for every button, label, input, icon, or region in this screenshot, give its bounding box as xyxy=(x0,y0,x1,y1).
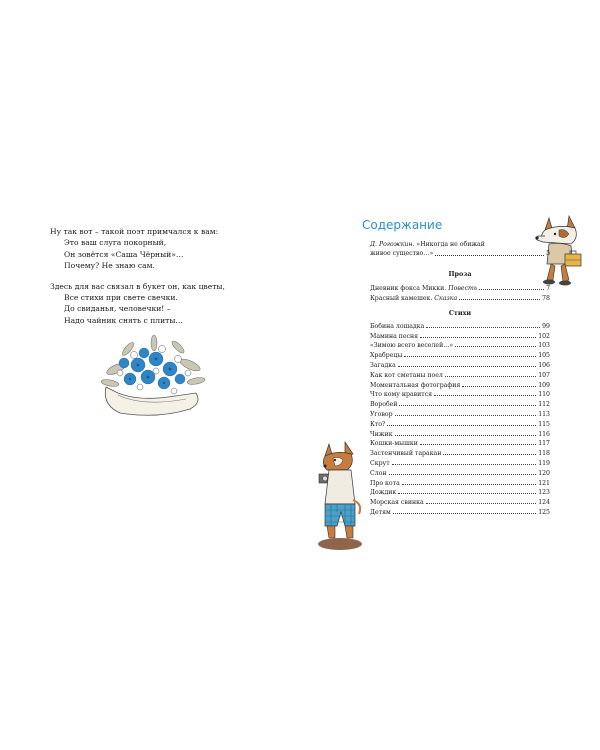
entry-page: 121 xyxy=(538,479,550,487)
toc-entry[interactable] xyxy=(370,379,550,389)
toc-list-prose xyxy=(370,282,550,302)
toc-entry[interactable] xyxy=(370,477,550,487)
toc-entry[interactable] xyxy=(370,496,550,506)
toc-entry[interactable] xyxy=(370,438,550,448)
poem-line: Это ваш слуга покорный, xyxy=(64,238,167,248)
entry-title: Загадка xyxy=(370,361,396,369)
entry-page: 116 xyxy=(538,430,550,438)
toc-entry[interactable] xyxy=(370,457,550,467)
entry-title: Скрут xyxy=(370,459,390,467)
toc-entry[interactable] xyxy=(370,408,550,418)
toc-entry[interactable] xyxy=(370,369,550,379)
entry-page: 120 xyxy=(538,469,550,477)
entry-title: Дождик xyxy=(370,489,397,497)
flower-bouquet-icon xyxy=(98,335,208,420)
entry-page: 125 xyxy=(538,508,550,516)
entry-title: Как кот сметаны поел xyxy=(370,371,443,379)
entry-title: Про кота xyxy=(370,479,400,487)
entry-title: Красный камешек. xyxy=(370,294,433,302)
intro-title-line1: «Никогда не обижай xyxy=(416,241,485,248)
intro-page: 5 xyxy=(546,250,550,257)
entry-title: Слон xyxy=(370,469,387,477)
toc-entry[interactable] xyxy=(370,340,550,350)
entry-title: Что кому нравится xyxy=(370,391,433,399)
toc-list-poems xyxy=(370,320,550,516)
entry-title: Моментальная фотография xyxy=(370,381,461,389)
entry-page: 119 xyxy=(538,459,550,467)
toc-intro-entry xyxy=(370,240,550,258)
entry-title: Дневник фокса Микки. xyxy=(370,284,447,292)
entry-page: 109 xyxy=(538,381,550,389)
toc-entry[interactable] xyxy=(370,506,550,516)
entry-page: 99 xyxy=(542,322,550,330)
toc-entry[interactable] xyxy=(370,428,550,438)
entry-title: «Зимою всего веселей…» xyxy=(370,342,454,350)
entry-title: Бобина лошадка xyxy=(370,322,425,330)
entry-page: 117 xyxy=(538,440,550,448)
toc-entry[interactable] xyxy=(370,349,550,359)
page-title: Содержание xyxy=(362,218,443,232)
entry-title: Морская свинка xyxy=(370,499,424,507)
entry-page: 118 xyxy=(538,450,550,458)
poem-line: До свиданья, человечки! – xyxy=(64,304,171,314)
toc-entry[interactable] xyxy=(370,487,550,497)
right-page xyxy=(300,0,600,750)
entry-page: 113 xyxy=(538,410,550,418)
toc-entry[interactable] xyxy=(370,447,550,457)
entry-title: Храбрецы xyxy=(370,352,403,360)
entry-page: 110 xyxy=(538,391,550,399)
entry-page: 107 xyxy=(538,371,550,379)
entry-title: Воробей xyxy=(370,401,398,409)
toc-entry[interactable] xyxy=(370,398,550,408)
toc-entry[interactable] xyxy=(370,389,550,399)
entry-title: Чижик xyxy=(370,430,393,438)
toc-entry[interactable] xyxy=(370,330,550,340)
entry-title: Мамина песня xyxy=(370,332,419,340)
section-heading-prose: Проза xyxy=(448,270,472,278)
toc-entry[interactable] xyxy=(370,282,550,292)
poem-line: Здесь для вас связал в букет он, как цветы, xyxy=(50,281,225,291)
entry-title: Кошки-мышки xyxy=(370,440,418,448)
intro-title-line2: живое существо…» xyxy=(370,250,434,257)
entry-page: 106 xyxy=(538,361,550,369)
poem-line: Надо чайник снять с плиты… xyxy=(64,315,184,325)
entry-page: 103 xyxy=(538,342,550,350)
entry-title: Кто? xyxy=(370,420,386,428)
entry-page: 124 xyxy=(538,499,550,507)
entry-genre: Повесть xyxy=(448,284,478,292)
toc-entry[interactable] xyxy=(370,467,550,477)
poem-line: Почему? Не знаю сам. xyxy=(64,261,155,271)
entry-title: Детям xyxy=(370,508,391,516)
entry-page: 112 xyxy=(538,401,550,409)
entry-page: 105 xyxy=(538,352,550,360)
toc-entry[interactable] xyxy=(370,359,550,369)
poem-line: Он зовётся «Саша Чёрный»… xyxy=(64,249,184,259)
toc-entry[interactable] xyxy=(370,418,550,428)
poem-line: Все стихи при свете свечки. xyxy=(64,293,178,303)
intro-author: Д. Рогожкин. xyxy=(370,241,415,248)
entry-genre: Сказка xyxy=(434,294,458,302)
entry-title: Уговор xyxy=(370,410,393,418)
entry-page: 115 xyxy=(538,420,550,428)
entry-page: 123 xyxy=(538,489,550,497)
fox-dog-with-camera-icon xyxy=(315,440,365,552)
section-heading-poems: Стихи xyxy=(448,309,472,317)
entry-page: 7 xyxy=(546,284,550,292)
entry-title: Застенчивый таракан xyxy=(370,450,442,458)
toc-entry[interactable] xyxy=(370,292,550,302)
poem-line: Ну так вот – такой поэт примчался к вам: xyxy=(50,227,219,236)
poem xyxy=(50,226,290,326)
toc-entry[interactable] xyxy=(370,320,550,330)
entry-page: 78 xyxy=(542,294,550,302)
entry-page: 102 xyxy=(538,332,550,340)
